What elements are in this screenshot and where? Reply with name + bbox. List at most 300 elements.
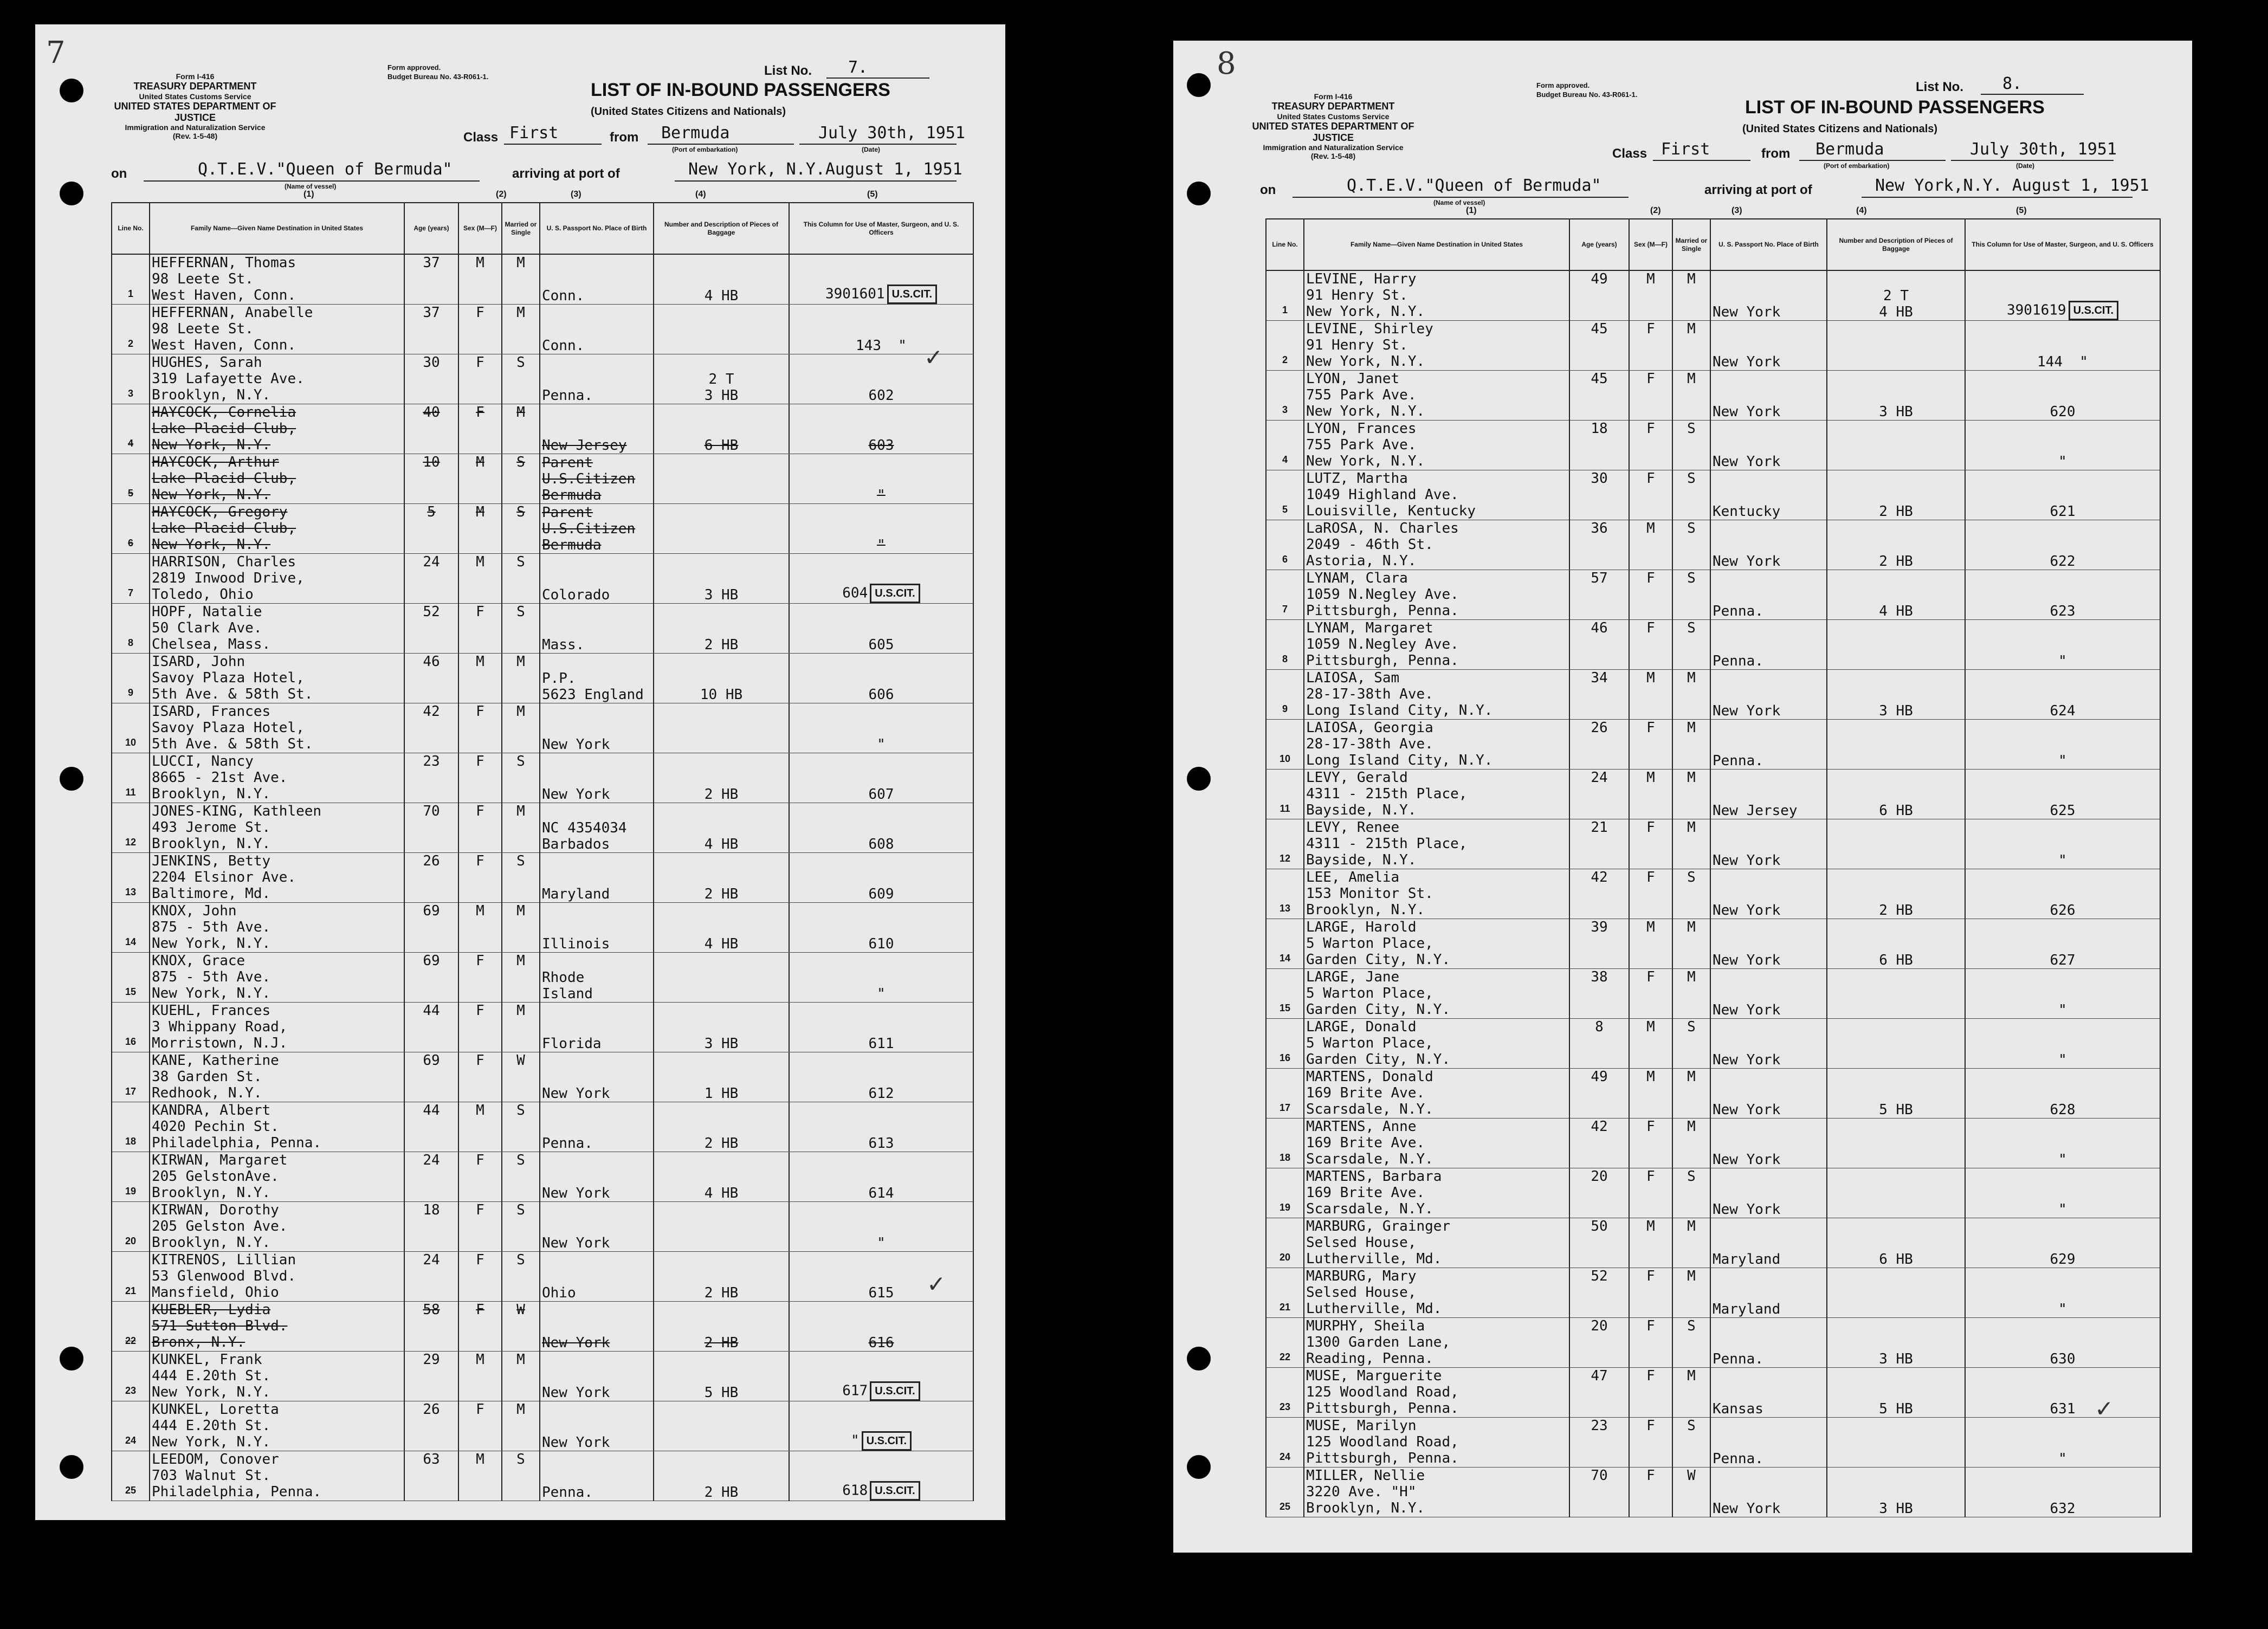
- line-number-cell: [1266, 1467, 1304, 1517]
- officer-use-cell: [1965, 1068, 2160, 1118]
- baggage-cell: [654, 803, 789, 852]
- passenger-row: [112, 354, 973, 404]
- age-cell-text: 45: [1591, 320, 1608, 337]
- baggage-cell: [654, 1351, 789, 1401]
- passenger-name-address-cell-text: KUEHL, Frances 3 Whippany Road, Morristown, N.J.: [152, 1002, 288, 1051]
- sex-cell: [1629, 619, 1672, 669]
- binder-hole: [60, 182, 83, 205]
- age-cell-text: 29: [423, 1351, 440, 1368]
- passenger-row: [1266, 968, 2160, 1018]
- marital-status-cell: [1672, 1367, 1710, 1417]
- col-number: (1): [303, 190, 314, 199]
- age-cell-text: 34: [1591, 669, 1608, 686]
- sex-cell: [1629, 470, 1672, 520]
- passport-birthplace-cell: [540, 603, 654, 653]
- passport-birthplace-cell-text: Penna.: [542, 387, 593, 404]
- passenger-name-address-cell: [150, 753, 404, 803]
- officer-use-cell: [789, 304, 973, 354]
- us-citizen-stamp: U.S.CIT.: [887, 285, 937, 304]
- passenger-row: [1266, 270, 2160, 320]
- age-cell: [404, 1251, 458, 1301]
- passport-birthplace-cell-text: Ohio: [542, 1284, 576, 1301]
- sex-cell-text: F: [1646, 869, 1655, 885]
- marital-status-cell: [1672, 1168, 1710, 1218]
- sex-cell: [458, 454, 502, 503]
- sex-cell: [1629, 570, 1672, 619]
- passenger-row: [1266, 1467, 2160, 1517]
- arriving-label: arriving at port of: [512, 166, 620, 181]
- table-header-row: [112, 203, 973, 254]
- passenger-row: [1266, 1168, 2160, 1218]
- baggage-cell-text: 5 HB: [1879, 1400, 1913, 1417]
- passenger-name-address-cell-text: MARBURG, Grainger Selsed House, Lutherville, Md.: [1306, 1218, 1451, 1267]
- marital-status-cell: [502, 1102, 540, 1152]
- marital-status-cell: [502, 1451, 540, 1501]
- agency-customs: United States Customs Service: [1277, 112, 1390, 121]
- passport-birthplace-cell: [1710, 1467, 1827, 1517]
- passenger-row: [112, 1201, 973, 1251]
- header-married: Married or Single: [1672, 219, 1710, 270]
- officer-use-cell-text: 623: [2050, 603, 2076, 619]
- header-age: Age (years): [404, 203, 458, 254]
- officer-use-cell-text: 622: [2050, 553, 2076, 570]
- officer-use-cell-text: 613: [868, 1135, 894, 1152]
- line-number-cell-text: 7: [1282, 603, 1288, 615]
- passenger-name-address-cell: [150, 503, 404, 553]
- passport-birthplace-cell-text: Florida: [542, 1035, 602, 1052]
- sex-cell-text: M: [1646, 1068, 1655, 1085]
- vessel-caption: (Name of vessel): [285, 183, 337, 190]
- header-passport: U. S. Passport No. Place of Birth: [540, 203, 654, 254]
- marital-status-cell: [502, 603, 540, 653]
- passport-birthplace-cell: [1710, 320, 1827, 370]
- age-cell: [404, 703, 458, 753]
- passenger-name-address-cell-text: LEVY, Renee 4311 - 215th Place, Bayside, N.Y.: [1306, 819, 1468, 868]
- list-no-label: List No.: [1916, 80, 1963, 94]
- marital-status-cell: [502, 753, 540, 803]
- baggage-cell: [1827, 370, 1965, 420]
- sex-cell-text: M: [1646, 520, 1655, 536]
- baggage-cell: [1827, 1018, 1965, 1068]
- sex-cell-text: F: [476, 1002, 484, 1019]
- marital-status-cell: [502, 304, 540, 354]
- passport-birthplace-cell-text: Conn.: [542, 337, 585, 354]
- passport-birthplace-cell-text: New York: [1713, 553, 1781, 570]
- baggage-cell-text: 3 HB: [704, 1035, 739, 1052]
- list-no-value: 7.: [848, 58, 868, 77]
- marital-status-cell: [502, 553, 540, 603]
- sex-cell: [458, 503, 502, 553]
- sex-cell-text: M: [476, 1451, 484, 1468]
- age-cell: [1569, 719, 1629, 769]
- officer-use-cell: [1965, 1317, 2160, 1367]
- passenger-name-address-cell: [1304, 470, 1569, 520]
- baggage-cell-text: 2 HB: [704, 885, 739, 902]
- sex-cell: [1629, 968, 1672, 1018]
- passenger-name-address-cell: [150, 1002, 404, 1052]
- sex-cell-text: M: [1646, 769, 1655, 786]
- baggage-cell: [1827, 719, 1965, 769]
- marital-status-cell: [1672, 919, 1710, 968]
- baggage-cell-text: 2 HB: [704, 1334, 739, 1351]
- passenger-name-address-cell: [150, 404, 404, 454]
- passenger-name-address-cell: [150, 1401, 404, 1451]
- marital-status-cell: [1672, 1467, 1710, 1517]
- passport-birthplace-cell: [540, 1052, 654, 1102]
- passenger-name-address-cell: [1304, 1218, 1569, 1268]
- table-header-row: [1266, 219, 2160, 270]
- age-cell-text: 30: [423, 354, 440, 371]
- baggage-cell-text: 3 HB: [1879, 702, 1913, 719]
- line-number-cell-text: 24: [125, 1434, 137, 1446]
- age-cell: [404, 1052, 458, 1102]
- marital-status-cell: [1672, 1118, 1710, 1168]
- line-number-cell: [1266, 968, 1304, 1018]
- line-number-cell: [112, 1002, 150, 1052]
- passport-birthplace-cell-text: Colorado: [542, 586, 610, 603]
- line-number-cell: [1266, 370, 1304, 420]
- sex-cell: [1629, 669, 1672, 719]
- approval-note: [387, 63, 488, 82]
- age-cell: [404, 454, 458, 503]
- passport-birthplace-cell: [1710, 1068, 1827, 1118]
- marital-status-cell: [1672, 270, 1710, 320]
- line-number-cell-text: 3: [1282, 404, 1288, 415]
- passenger-row: [112, 1351, 973, 1401]
- sex-cell-text: F: [1646, 819, 1655, 836]
- age-cell-text: 24: [423, 553, 440, 570]
- passport-birthplace-cell: [540, 454, 654, 503]
- passenger-name-address-cell-text: HAYCOCK, Cornelia Lake Placid Club, New York, N.Y.: [152, 404, 296, 453]
- marital-status-cell: [502, 1152, 540, 1201]
- age-cell: [1569, 1068, 1629, 1118]
- us-citizen-stamp: U.S.CIT.: [870, 1381, 920, 1401]
- age-cell: [404, 354, 458, 404]
- line-number-cell: [112, 1301, 150, 1351]
- officer-use-cell-text: 610: [868, 935, 894, 952]
- passport-birthplace-cell: [1710, 1218, 1827, 1268]
- passenger-name-address-cell: [1304, 1168, 1569, 1218]
- age-cell-text: 47: [1591, 1367, 1608, 1384]
- baggage-cell-text: 6 HB: [704, 437, 739, 454]
- baggage-cell: [1827, 869, 1965, 919]
- age-cell-text: 49: [1591, 271, 1608, 287]
- checkmark: ✓: [924, 344, 944, 371]
- sex-cell-text: M: [1646, 1218, 1655, 1234]
- passenger-row: [112, 1301, 973, 1351]
- sex-cell: [458, 1351, 502, 1401]
- us-citizen-stamp: U.S.CIT.: [2069, 301, 2118, 320]
- officer-use-cell: [1965, 320, 2160, 370]
- sex-cell: [458, 1401, 502, 1451]
- age-cell: [404, 753, 458, 803]
- passenger-name-address-cell: [150, 803, 404, 852]
- line-number-cell: [1266, 1417, 1304, 1467]
- officer-use-cell-text: 611: [868, 1035, 894, 1052]
- line-number-cell-text: 12: [125, 836, 137, 848]
- marital-status-cell: [502, 354, 540, 404]
- passport-birthplace-cell-text: Rhode Island: [542, 969, 593, 1002]
- baggage-cell: [654, 1401, 789, 1451]
- line-number-cell: [112, 1201, 150, 1251]
- line-number-cell-text: 21: [1279, 1301, 1291, 1313]
- from-line: [648, 144, 794, 145]
- baggage-cell-text: 4 HB: [704, 935, 739, 952]
- passport-birthplace-cell-text: New York: [542, 1185, 610, 1201]
- from-line: [1799, 160, 1946, 161]
- passenger-row: [112, 1102, 973, 1152]
- sex-cell: [1629, 1317, 1672, 1367]
- passport-birthplace-cell: [1710, 270, 1827, 320]
- line-number-cell: [1266, 1218, 1304, 1268]
- officer-use-cell-text: 626: [2050, 902, 2076, 919]
- passenger-row: [1266, 719, 2160, 769]
- class-label: Class: [1612, 146, 1647, 161]
- age-cell: [404, 952, 458, 1002]
- age-cell-text: 70: [423, 803, 440, 819]
- marital-status-cell-text: M: [1687, 1367, 1696, 1384]
- line-number-cell-text: 24: [1279, 1451, 1291, 1462]
- passenger-name-address-cell-text: JENKINS, Betty 2204 Elsinor Ave. Baltimore, Md.: [152, 852, 296, 902]
- marital-status-cell-text: S: [516, 553, 525, 570]
- passenger-name-address-cell-text: LEVY, Gerald 4311 - 215th Place, Bayside, N.Y.: [1306, 769, 1468, 818]
- passport-birthplace-cell-text: New York: [1713, 1151, 1781, 1168]
- marital-status-cell-text: M: [516, 952, 525, 969]
- passport-birthplace-cell-text: Parent U.S.Citizen Bermuda: [542, 454, 636, 503]
- line-number-cell-text: 13: [125, 886, 137, 897]
- arrival-line: [1862, 197, 2133, 198]
- binder-hole: [60, 1455, 83, 1479]
- sex-cell: [458, 753, 502, 803]
- age-cell: [1569, 570, 1629, 619]
- line-number-cell-text: 1: [127, 288, 133, 299]
- sex-cell: [458, 254, 502, 304]
- baggage-cell: [1827, 570, 1965, 619]
- line-number-cell-text: 22: [125, 1335, 137, 1346]
- marital-status-cell: [502, 503, 540, 553]
- passport-birthplace-cell: [540, 703, 654, 753]
- age-cell-text: 37: [423, 304, 440, 321]
- agency-customs: United States Customs Service: [139, 92, 251, 101]
- line-number-cell: [112, 902, 150, 952]
- line-number-cell-text: 5: [127, 487, 133, 499]
- passenger-name-address-cell-text: LARGE, Jane 5 Warton Place, Garden City, N.Y.: [1306, 968, 1451, 1018]
- line-number-cell-text: 3: [127, 387, 133, 399]
- baggage-cell: [654, 553, 789, 603]
- passenger-name-address-cell: [1304, 1068, 1569, 1118]
- port-embarkation-caption: (Port of embarkation): [1824, 162, 1890, 170]
- age-cell: [1569, 1168, 1629, 1218]
- line-number-cell-text: 10: [125, 736, 137, 748]
- agency-ins: Immigration and Naturalization Service: [125, 123, 266, 132]
- officer-use-cell-text: 602: [868, 387, 894, 404]
- sex-cell-text: M: [476, 503, 484, 520]
- passport-birthplace-cell: [540, 1301, 654, 1351]
- line-number-cell: [1266, 420, 1304, 470]
- baggage-cell-text: 3 HB: [1879, 403, 1913, 420]
- line-number-cell-text: 13: [1279, 902, 1291, 914]
- sex-cell-text: F: [1646, 1417, 1655, 1434]
- passport-birthplace-cell-text: New Jersey: [542, 437, 627, 454]
- age-cell-text: 21: [1591, 819, 1608, 836]
- officer-use-cell-text: 614: [868, 1185, 894, 1201]
- passport-birthplace-cell-text: NC 4354034 Barbados: [542, 819, 627, 852]
- age-cell: [404, 852, 458, 902]
- officer-use-cell: [1965, 520, 2160, 570]
- line-number-cell-text: 19: [125, 1185, 137, 1197]
- marital-status-cell-text: M: [1687, 271, 1696, 287]
- passport-birthplace-cell-text: New York: [542, 1334, 610, 1351]
- binder-hole: [1187, 73, 1211, 97]
- line-number-cell: [1266, 1068, 1304, 1118]
- officer-use-cell-text: ": [2058, 752, 2067, 769]
- age-cell: [1569, 1317, 1629, 1367]
- passport-birthplace-cell: [1710, 669, 1827, 719]
- marital-status-cell-text: W: [1687, 1467, 1696, 1484]
- passport-birthplace-cell-text: Penna.: [1713, 1450, 1763, 1467]
- baggage-cell-text: 2 T 4 HB: [1879, 287, 1913, 320]
- sex-cell-text: F: [1646, 570, 1655, 586]
- age-cell-text: 63: [423, 1451, 440, 1468]
- sex-cell: [1629, 869, 1672, 919]
- passenger-name-address-cell-text: KANE, Katherine 38 Garden St. Redhook, N.Y.: [152, 1052, 279, 1101]
- age-cell-text: 5: [427, 503, 436, 520]
- sex-cell-text: F: [1646, 619, 1655, 636]
- officer-use-cell: [1965, 619, 2160, 669]
- col-number: (2): [496, 190, 507, 199]
- passenger-row: [112, 1052, 973, 1102]
- marital-status-cell: [502, 1002, 540, 1052]
- passenger-name-address-cell: [150, 254, 404, 304]
- baggage-cell: [654, 1301, 789, 1351]
- age-cell: [1569, 1018, 1629, 1068]
- officer-use-cell: [789, 852, 973, 902]
- passport-birthplace-cell-text: New York: [542, 1085, 610, 1102]
- passenger-name-address-cell-text: LEVINE, Shirley 91 Henry St. New York, N.Y.: [1306, 320, 1433, 370]
- passenger-name-address-cell-text: KUNKEL, Loretta 444 E.20th St. New York, N.Y.: [152, 1401, 279, 1450]
- line-number-cell-text: 14: [1279, 952, 1291, 964]
- header-baggage: Number and Description of Pieces of Baggage: [654, 203, 789, 254]
- age-cell: [1569, 1268, 1629, 1317]
- passport-birthplace-cell-text: Parent U.S.Citizen Bermuda: [542, 504, 636, 553]
- passport-birthplace-cell: [1710, 570, 1827, 619]
- marital-status-cell: [502, 254, 540, 304]
- age-cell: [404, 1152, 458, 1201]
- line-number-cell: [112, 1351, 150, 1401]
- binder-hole: [60, 79, 83, 102]
- col-number: (3): [571, 190, 581, 199]
- baggage-cell: [654, 1152, 789, 1201]
- line-number-cell: [112, 753, 150, 803]
- baggage-cell: [1827, 619, 1965, 669]
- baggage-cell-text: 5 HB: [704, 1384, 739, 1401]
- margin-page-mark: 8: [1217, 46, 1236, 81]
- line-number-cell: [1266, 719, 1304, 769]
- officer-use-cell: [1965, 570, 2160, 619]
- passenger-row: [1266, 1118, 2160, 1168]
- marital-status-cell-text: M: [1687, 669, 1696, 686]
- officer-use-cell: [789, 1152, 973, 1201]
- baggage-cell: [1827, 819, 1965, 869]
- marital-status-cell-text: M: [1687, 320, 1696, 337]
- line-number-cell-text: 6: [1282, 553, 1288, 565]
- vessel-caption: (Name of vessel): [1433, 199, 1485, 206]
- marital-status-cell-text: S: [516, 354, 525, 371]
- sex-cell-text: M: [476, 553, 484, 570]
- baggage-cell: [1827, 769, 1965, 819]
- age-cell-text: 40: [423, 404, 440, 421]
- passenger-name-address-cell: [1304, 420, 1569, 470]
- officer-use-cell-text: 143 ": [856, 337, 907, 354]
- passenger-name-address-cell-text: LARGE, Donald 5 Warton Place, Garden City, N.Y.: [1306, 1018, 1451, 1068]
- line-number-cell-text: 2: [127, 338, 133, 349]
- passport-birthplace-cell-text: New York: [1713, 902, 1781, 919]
- passenger-row: [1266, 1268, 2160, 1317]
- passenger-name-address-cell-text: KNOX, Grace 875 - 5th Ave. New York, N.Y.: [152, 952, 271, 1001]
- passport-birthplace-cell-text: New York: [1713, 303, 1781, 320]
- line-number-cell-text: 1: [1282, 304, 1288, 315]
- sex-cell-text: M: [476, 653, 484, 670]
- passenger-row: [1266, 1367, 2160, 1417]
- passenger-row: [112, 653, 973, 703]
- line-number-cell: [1266, 470, 1304, 520]
- passenger-name-address-cell-text: LYNAM, Margaret 1059 N.Negley Ave. Pittsburgh, Penna.: [1306, 619, 1459, 669]
- baggage-cell: [1827, 1467, 1965, 1517]
- passport-birthplace-cell-text: Kansas: [1713, 1400, 1763, 1417]
- baggage-cell: [1827, 919, 1965, 968]
- age-cell: [1569, 270, 1629, 320]
- officer-use-cell: [1965, 1367, 2160, 1417]
- binder-hole: [60, 1347, 83, 1371]
- passenger-name-address-cell: [150, 703, 404, 753]
- age-cell: [1569, 420, 1629, 470]
- officer-use-cell: [789, 503, 973, 553]
- passenger-row: [1266, 1018, 2160, 1068]
- header-officers: This Column for Use of Master, Surgeon, and U. S. Officers: [1965, 219, 2160, 270]
- passport-birthplace-cell-text: New York: [1713, 702, 1781, 719]
- line-number-cell: [112, 404, 150, 454]
- header-sex: Sex (M—F): [1629, 219, 1672, 270]
- binder-hole: [1187, 1455, 1211, 1479]
- officer-use-cell: [1965, 1018, 2160, 1068]
- baggage-cell: [1827, 1367, 1965, 1417]
- line-number-cell: [1266, 1118, 1304, 1168]
- line-number-cell: [1266, 570, 1304, 619]
- baggage-cell-text: 5 HB: [1879, 1101, 1913, 1118]
- age-cell: [1569, 619, 1629, 669]
- sex-cell: [458, 1201, 502, 1251]
- passenger-name-address-cell: [1304, 819, 1569, 869]
- age-cell-text: 39: [1591, 919, 1608, 935]
- age-cell: [1569, 968, 1629, 1018]
- baggage-cell: [654, 1201, 789, 1251]
- age-cell: [404, 1301, 458, 1351]
- passenger-name-address-cell-text: LYON, Frances 755 Park Ave. New York, N.Y.: [1306, 420, 1425, 469]
- passenger-rows: [112, 254, 973, 1501]
- marital-status-cell: [1672, 570, 1710, 619]
- line-number-cell-text: 18: [125, 1135, 137, 1147]
- officer-use-cell: [1965, 1467, 2160, 1517]
- sex-cell: [458, 703, 502, 753]
- age-cell-text: 45: [1591, 370, 1608, 387]
- line-number-cell: [112, 852, 150, 902]
- sex-cell-text: F: [1646, 370, 1655, 387]
- baggage-cell-text: 2 T 3 HB: [704, 371, 739, 404]
- passport-birthplace-cell: [540, 803, 654, 852]
- officer-use-cell: [1965, 769, 2160, 819]
- passenger-row: [112, 753, 973, 803]
- age-cell: [1569, 669, 1629, 719]
